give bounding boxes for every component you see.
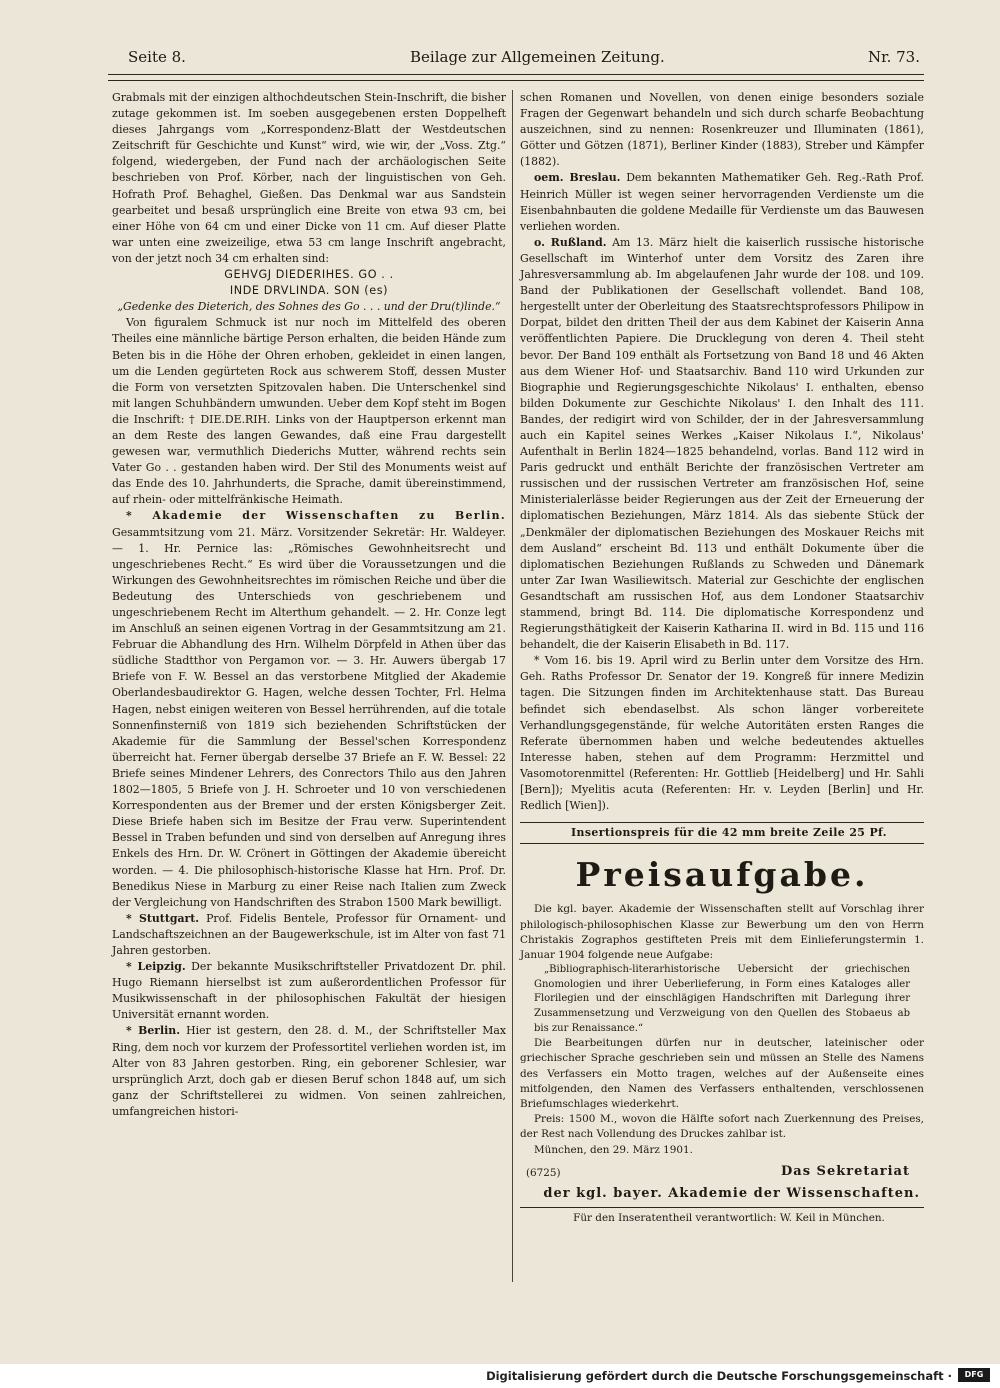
article-breslau xyxy=(520,170,924,234)
funding-credit: Digitalisierung gefördert durch die Deutsche Forschungsgemeinschaft · xyxy=(486,1369,952,1383)
berlin-heading: * Berlin. xyxy=(126,1024,180,1038)
signature-academy: der kgl. bayer. Akademie der Wissenschaften. xyxy=(543,1185,920,1201)
prize-announcement xyxy=(520,854,924,1201)
ad-rate-line: Insertionspreis für die 42 mm breite Zeile 25 Pf. xyxy=(571,826,887,840)
column-divider xyxy=(512,90,513,1282)
berlin-text: Hier ist gestern, den 28. d. M., der Schriftsteller Max Ring, dem noch vor kurzem der Professortitel verliehen worden ist, im Alter von 83 Jahren gestorben. Ring, ein geborener Schlesier, war ursprünglich Arzt, doch gab er diesen Beruf schon 1848 auf, um sich ganz der Schriftstellerei zu widmen. Von seinen zahlreichen, umfangreichen histori- xyxy=(112,1024,506,1118)
prize-date: München, den 29. März 1901. xyxy=(534,1143,693,1156)
prize-title: Preisaufgabe. xyxy=(575,855,869,895)
article-figural: Von figuralem Schmuck ist nur noch im Mittelfeld des oberen Theiles eine männliche bärtige Person erhalten, die beiden Hände zum Beten bis in die Höhe der Ohren erhoben, gekleidet in einen langen, um die Lenden gegürteten Rock aus schwerem Stoff, dessen Muster die Form von versetzten Spitzovalen haben. Die Unterschenkel sind mit langen Schuhbändern umwunden. Ueber dem Kopf steht im Bogen die Inschrift: † DIE.DE.RIH. Links von der Hauptperson erkennt man an dem Reste des langen Gewandes, daß eine Frau dargestellt gewesen war, vermuthlich Diederichs Mutter, während rechts sein Vater Go . . gestanden haben wird. Der Stil des Monuments weist auf das Ende des 10. Jahrhunderts, die Sprache, damit übereinstimmend, auf rhein- oder mittelfränkische Heimath. xyxy=(112,316,506,507)
article-stuttgart xyxy=(112,911,506,959)
signature-row xyxy=(520,1164,924,1186)
article-akademie xyxy=(112,508,506,910)
ad-code: (6725) xyxy=(526,1166,561,1179)
header-rule-thin xyxy=(108,80,924,81)
akademie-heading: * Akademie der Wissenschaften zu Berlin. xyxy=(126,509,506,523)
article-berlin-continued: schen Romanen und Novellen, von denen einige besonders soziale Fragen der Gegenwart behandeln und sich durch scharfe Beobachtung auszeichnen, sind zu nennen: Rosenkreuzer und Illuminaten (1861), Götter und Götzen (1871), Berliner Kinder (1883), Streber und Kämpfer (1882). xyxy=(520,91,924,169)
russland-text: Am 13. März hielt die kaiserlich russische historische Gesellschaft im Winterhof unter dem Vorsitz des Zaren ihre Jahresversammlung ab. Im abgelaufenen Jahr wurde der 108. und 109. Band der Publikationen der Gesellschaft vollendet. Band 108, hergestellt unter der Oberleitung des Staatsrechtsprofessors Philipow in Dorpat, bildet den dritten Theil der aus dem Kabinet der Kaiserin Anna veröffentlichten Papiere. Die Drucklegung von deren 4. Theil steht bevor. Der Band 109 enthält als Fortsetzung von Band 18 und 46 Akten aus dem Wiener Hof- und Staatsarchiv. Band 110 wird Urkunden zur Biographie und Regierungsgeschichte Nikolaus' I. enthalten, ebenso bilden Dokumente zur Geschichte Nikolaus' I. den Inhalt des 111. Bandes, der redigirt wird von Schilder, der in der Jahresversammlung auch ein Kapitel seines Werkes „Kaiser Nikolaus I.“, Nikolaus' Aufenthalt in Berlin 1824—1825 behandelnd, vorlas. Band 112 wird in Paris gedruckt und enthält Berichte der französischen Vertreter am russischen und der russischen Vertreter am französischen Hof, seine Ministerialerlässe beider Regierungen aus der Zeit der Erneuerung der diplomatischen Beziehungen, März 1814. Als das siebente Stück der „Denkmäler der diplomatischen Beziehungen des Moskauer Reichs mit dem Ausland“ erscheint Bd. 113 und enthält Dokumente über die diplomatischen Beziehungen Rußlands zu Schweden und Dänemark unter Zar Iwan Wasiliewitsch. Material zur Geschichte der englischen Gesandtschaft am russischen Hof, aus dem Londoner Staatsarchiv stammend, bringt Bd. 114. Die diplomatische Korrespondenz und Regierungsthätigkeit der Kaiserin Katharina II. wird in Bd. 115 und 116 behandelt, die der Kaiserin Elisabeth in Bd. 117. xyxy=(520,235,924,652)
ad-rule-bottom xyxy=(520,843,924,844)
page-label: Seite 8. xyxy=(128,48,186,66)
breslau-text: Dem bekannten Mathematiker Geh. Reg.-Rath Prof. Heinrich Müller ist wegen seiner hervorragenden Verdienste um die Eisenbahnbauten die goldene Medaille für Verdienste um das Bauwesen verliehen worden. xyxy=(520,171,924,233)
signature-secretariat: Das Sekretariat xyxy=(781,1163,910,1179)
russland-heading: o. Rußland. xyxy=(534,235,607,249)
leipzig-text: Der bekannte Musikschriftsteller Privatdozent Dr. phil. Hugo Riemann hierselbst ist zum außerordentlichen Professor für Musikwissenschaft in der philosophischen Fakultät der hiesigen Universität ernannt worden. xyxy=(112,960,506,1022)
article-grabmal: Grabmals mit der einzigen althochdeutschen Stein-Inschrift, die bisher zutage gekommen ist. Im soeben ausgegebenen ersten Doppelheft dieses Jahrgangs vom „Korrespondenz-Blatt der Westdeutschen Zeitschrift für Geschichte und Kunst“ wird, wie wir, der „Voss. Ztg.“ folgend, wiedergeben, der Fund nach der archäologischen Seite beschrieben von Prof. Körber, nach der linguistischen von Geh. Hofrath Prof. Behaghel, Gießen. Das Denkmal war aus Sandstein gearbeitet und besaß ursprünglich eine Breite von etwa 93 cm, bei einer Höhe von 64 cm und einer Dicke von 11 cm. Auf dieser Platte war unten eine zweizeilige, etwa 53 cm lange Inschrift angebracht, von der jetzt noch 34 cm erhalten sind: xyxy=(112,91,506,265)
akademie-text: Gesammtsitzung vom 21. März. Vorsitzender Sekretär: Hr. Waldeyer. — 1. Hr. Pernice las: „Römisches Gewohnheitsrecht und ungeschriebenes Recht.“ Es wird über die Voraussetzungen und die Wirkungen des Gewohnheitsrechtes im römischen Reiche und über die Bedeutung des Unterschieds von geschriebenem und ungeschriebenem Recht im Alterthum gehandelt. — 2. Hr. Conze legt im Anschluß an seinen eigenen Vortrag in der Gesammtsitzung am 21. Februar die Abhandlung des Hrn. Wilhelm Dörpfeld in Athen über das südliche Stadtthor von Pergamon vor. — 3. Hr. Auwers übergab 17 Briefe von F. W. Bessel an das verstorbene Mitglied der Akademie Oberlandesbaudirektor G. Hagen, welche dessen Tochter, Frl. Helma Hagen, nebst einigen weiteren von Bessel herrührenden, auf die totale Sonnenfinsterniß von 1819 sich beziehenden Schriftstücken der Akademie für die Sammlung der Bessel'schen Korrespondenz überreicht hat. Ferner übergab derselbe 37 Briefe an F. W. Bessel: 22 Briefe seines Mindener Lehrers, des Conrectors Thilo aus den Jahren 1802—1805, 5 Briefe von J. H. Schroeter und 10 von verschiedenen Korrespondenten aus der Bremer und der ersten Königsberger Zeit. Diese Briefe haben sich im Besitze der Frau verw. Superintendent Bessel in Traben befunden und sind von derselben auf Anregung ihres Enkels des Hrn. Dr. W. Crönert in Göttingen der Akademie übereicht worden. — 4. Die philosophisch-historische Klasse hat Hrn. Prof. Dr. Benedikus Niese in Marburg zu einer Reise nach Italien zum Zweck der Vergleichung von Handschriften des Strabon 1500 Mark bewilligt. xyxy=(112,525,506,909)
right-column xyxy=(520,90,924,1226)
leipzig-heading: * Leipzig. xyxy=(126,960,186,974)
header-rule xyxy=(108,74,924,75)
prize-amount: Preis: 1500 M., wovon die Hälfte sofort nach Zuerkennung des Preises, der Rest nach Vollendung des Druckes zahlbar ist. xyxy=(520,1113,924,1141)
article-kongress: * Vom 16. bis 19. April wird zu Berlin unter dem Vorsitze des Hrn. Geh. Raths Professor Dr. Senator der 19. Kongreß für innere Medizin tagen. Die Sitzungen finden im Architektenhause statt. Das Bureau befindet sich ebendaselbst. Als schon länger vorbereitete Verhandlungsgegenstände, für welche Autoritäten ersten Ranges die Referate übernommen haben und welche bedeutendes aktuelles Interesse haben, stehen auf dem Programm: Herzmittel und Vasomotorenmittel (Referenten: Hr. Gottlieb [Heidelberg] und Hr. Sahli [Bern]); Myelitis acuta (Referenten: Hr. v. Leyden [Berlin] und Hr. Redlich [Wien]). xyxy=(520,654,924,813)
breslau-heading: oem. Breslau. xyxy=(534,171,621,185)
article-berlin xyxy=(112,1023,506,1120)
article-leipzig xyxy=(112,959,506,1023)
stuttgart-text: Prof. Fidelis Bentele, Professor für Ornament- und Landschaftszeichnen an der Baugewerkschule, ist im Alter von fast 71 Jahren gestorben. xyxy=(112,911,506,957)
prize-topic-quote: „Bibliographisch-literarhistorische Uebersicht der griechischen Gnomologien und ihrer Ueberlieferung, in Form eines Kataloges aller Florilegien und der einschlägigen Handschriften mit Darlegung ihrer Zusammensetzung und Verzweigung von den Quellen des Stobaeus ab bis zur Renaissance.“ xyxy=(534,964,910,1034)
digitization-footer xyxy=(0,1364,1000,1388)
newspaper-title: Beilage zur Allgemeinen Zeitung. xyxy=(410,48,665,66)
prize-rules: Die Bearbeitungen dürfen nur in deutscher, lateinischer oder griechischer Sprache geschrieben sein und müssen an Stelle des Namens des Verfassers ein Motto tragen, welches auf der Außenseite eines mitfolgenden, den Namen des Verfassers enthaltenden, verschlossenen Briefumschlages wiederkehrt. xyxy=(520,1037,924,1110)
prize-intro: Die kgl. bayer. Akademie der Wissenschaften stellt auf Vorschlag ihrer philologisch-philosophischen Klasse zur Bewerbung um den von Herrn Christakis Zographos gestifteten Preis mit dem Einlieferungstermin 1. Januar 1904 folgende neue Aufgabe: xyxy=(520,903,924,961)
running-head xyxy=(110,48,920,70)
left-column xyxy=(112,90,506,1120)
ad-rule-top xyxy=(520,822,924,823)
issue-number: Nr. 73. xyxy=(867,48,920,66)
responsible-line: Für den Inseratentheil verantwortlich: W. Keil in München. xyxy=(573,1211,885,1224)
inscription-line-2: INDE DRVLINDA. SON (es) xyxy=(229,284,389,298)
inscription-line-1: GEHVGJ DIEDERIHES. GO . . xyxy=(224,268,394,282)
dfg-logo: DFG xyxy=(958,1368,990,1382)
inscription-translation: „Gedenke des Dieterich, des Sohnes des Go . . . und der Dru(t)linde.“ xyxy=(117,300,501,314)
article-russland xyxy=(520,235,924,653)
stuttgart-heading: * Stuttgart. xyxy=(126,911,200,925)
responsible-rule xyxy=(520,1207,924,1208)
